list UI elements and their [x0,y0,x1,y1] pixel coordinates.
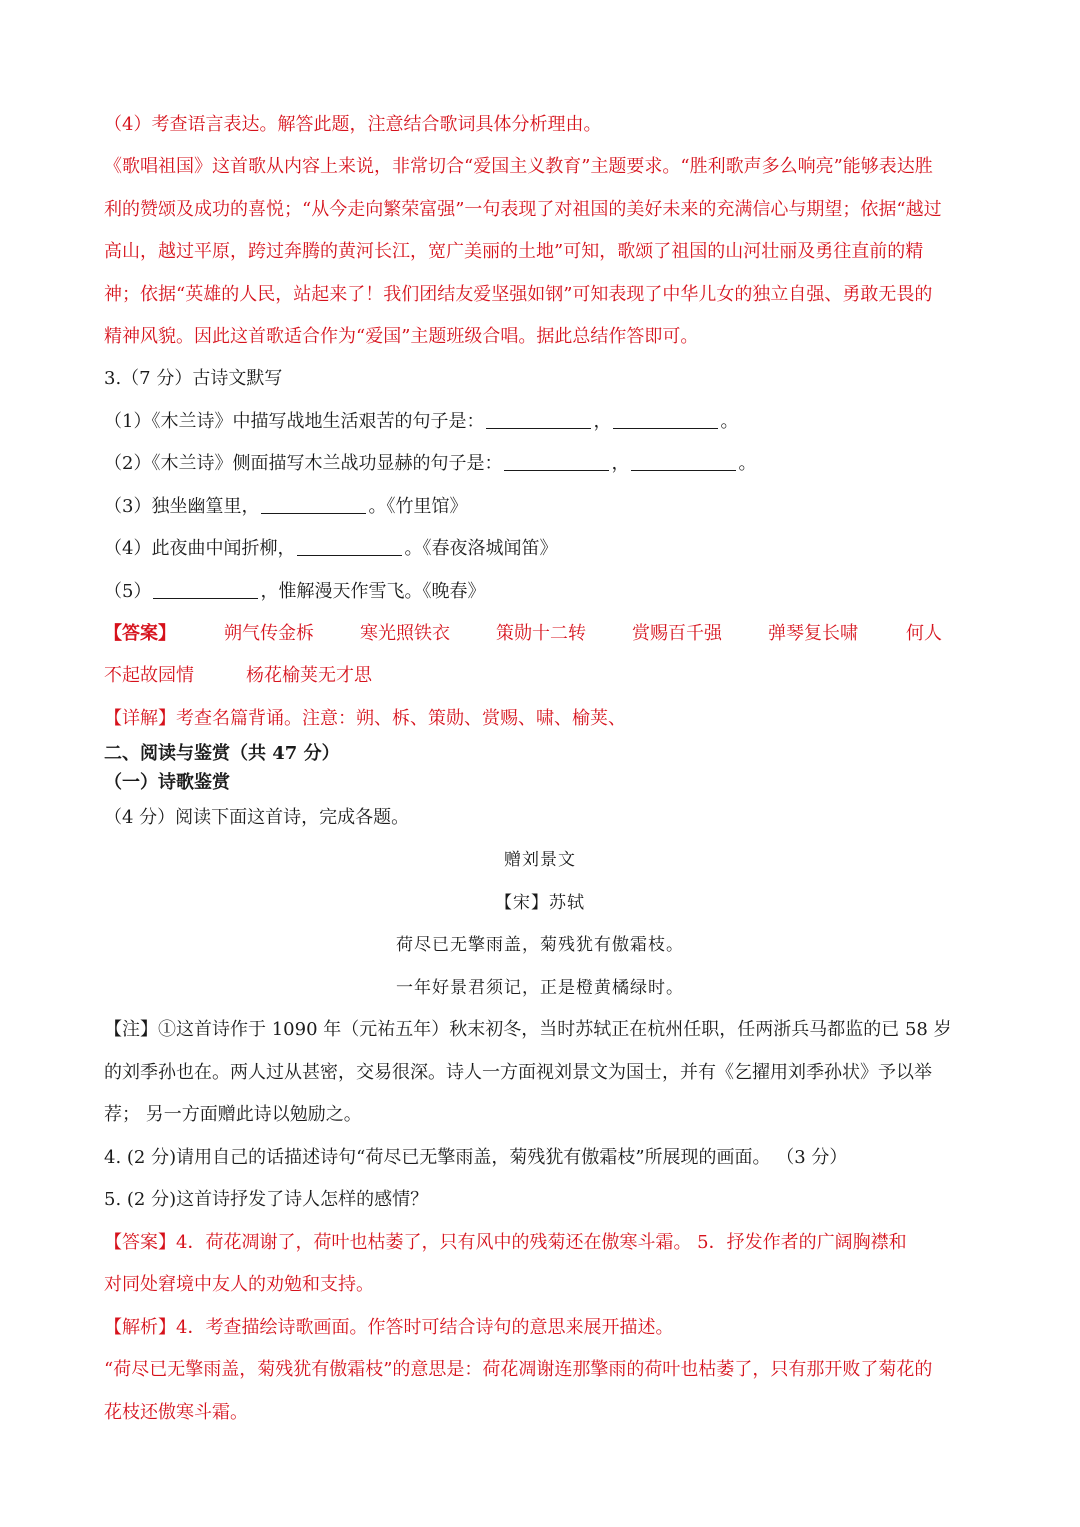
poem-line-2: 一年好景君须记，正是橙黄橘绿时。 [396,978,684,998]
q2-4-line-4: 神；依据“英雄的人民，站起来了！我们团结友爱坚强如钢”可知表现了中华儿女的独立自强、勇敢无畏的 [104,284,933,305]
q2-4-header: （4）考查语言表达。解答此题，注意结合歌词具体分析理由。 [104,114,602,135]
answer-blank[interactable] [504,452,609,471]
note-line-2: 的刘季孙也在。两人过从甚密，交易很深。诗人一方面视刘景文为国士，并有《乞擢用刘季孙状》予以举 [104,1062,932,1083]
q3-item-2: （2）《木兰诗》侧面描写木兰战功显赫的句子是： ， 。 [104,453,757,474]
question-5: 5. (2 分)这首诗抒发了诗人怎样的感情？ [104,1189,429,1210]
q3-title: 3.（7 分）古诗文默写 [104,368,283,389]
answer-item: 弹琴复长啸 [768,623,858,644]
q3-detail: 【详解】考查名篇背诵。注意：朔、柝、策勋、赏赐、啸、榆荚、 [104,708,626,729]
answer-blank[interactable] [631,452,736,471]
q2-4-line-5: 精神风貌。因此这首歌适合作为“爱国”主题班级合唱。据此总结作答即可。 [104,326,699,347]
poem-author: 【宋】苏轼 [495,893,585,913]
answer-label: 【答案】 [104,623,176,644]
answer-item: 寒光照铁衣 [360,623,450,644]
q3-item-5: （5） ，惟解漫天作雪飞。《晚春》 [104,581,486,602]
q3-item-1: （1）《木兰诗》中描写战地生活艰苦的句子是： ， 。 [104,411,739,432]
answer-item: 朔气传金柝 [224,623,314,644]
answer-item: 何人 [906,623,942,644]
q2-4-line-2: 利的赞颂及成功的喜悦；“从今走向繁荣富强”一句表现了对祖国的美好未来的充满信心与期望；依据“越过 [104,199,942,220]
answer-item: 杨花榆荚无才思 [246,665,372,686]
question-4: 4. (2 分)请用自己的话描述诗句“荷尽已无擎雨盖，菊残犹有傲霜枝”所展现的画面。 （3 分） [104,1147,848,1168]
answer-blank[interactable] [153,580,258,599]
answer-item: 赏赐百千强 [632,623,722,644]
answer-item: 不起故园情 [104,665,194,686]
section-2-intro: （4 分）阅读下面这首诗，完成各题。 [104,807,410,828]
q2-4-line-3: 高山，越过平原，跨过奔腾的黄河长江，宽广美丽的土地”可知，歌颂了祖国的山河壮丽及勇往直前的精 [104,241,924,262]
answer-blank[interactable] [297,537,402,556]
analysis-line-3: 花枝还傲寒斗霜。 [104,1402,248,1423]
poem-title: 赠刘景文 [504,850,576,870]
q3-item-3: （3）独坐幽篁里， 。《竹里馆》 [104,496,468,517]
q3-item-4: （4）此夜曲中闻折柳， 。《春夜洛城闻笛》 [104,538,558,559]
answer-2-line-1: 【答案】4．荷花凋谢了，荷叶也枯萎了，只有风中的残菊还在傲寒斗霜。 5．抒发作者的广阔胸襟和 [104,1232,907,1253]
poem-line-1: 荷尽已无擎雨盖，菊残犹有傲霜枝。 [396,935,684,955]
note-line-1: 【注】①这首诗作于 1090 年（元祐五年）秋末初冬，当时苏轼正在杭州任职，任两浙兵马都监的已 58 岁 [104,1019,952,1040]
analysis-line-2: “荷尽已无擎雨盖，菊残犹有傲霜枝”的意思是：荷花凋谢连那擎雨的荷叶也枯萎了，只有那开败了菊花的 [104,1359,933,1380]
answer-blank[interactable] [261,495,366,514]
q3-answer-line-2 [104,663,979,689]
section-2-subtitle: （一）诗歌鉴赏 [104,772,230,793]
section-2-title: 二、阅读与鉴赏（共 47 分） [104,743,340,764]
note-line-3: 荐； 另一方面赠此诗以勉励之。 [104,1104,362,1125]
analysis-line-1: 【解析】4．考查描绘诗歌画面。作答时可结合诗句的意思来展开描述。 [104,1317,674,1338]
q3-answer-line-1 [104,621,979,647]
answer-2-line-2: 对同处窘境中友人的劝勉和支持。 [104,1274,374,1295]
answer-blank[interactable] [486,410,591,429]
answer-blank[interactable] [613,410,718,429]
answer-item: 策勋十二转 [496,623,586,644]
q2-4-line-1: 《歌唱祖国》这首歌从内容上来说，非常切合“爱国主义教育”主题要求。“胜利歌声多么响亮”能够表达胜 [104,156,933,177]
